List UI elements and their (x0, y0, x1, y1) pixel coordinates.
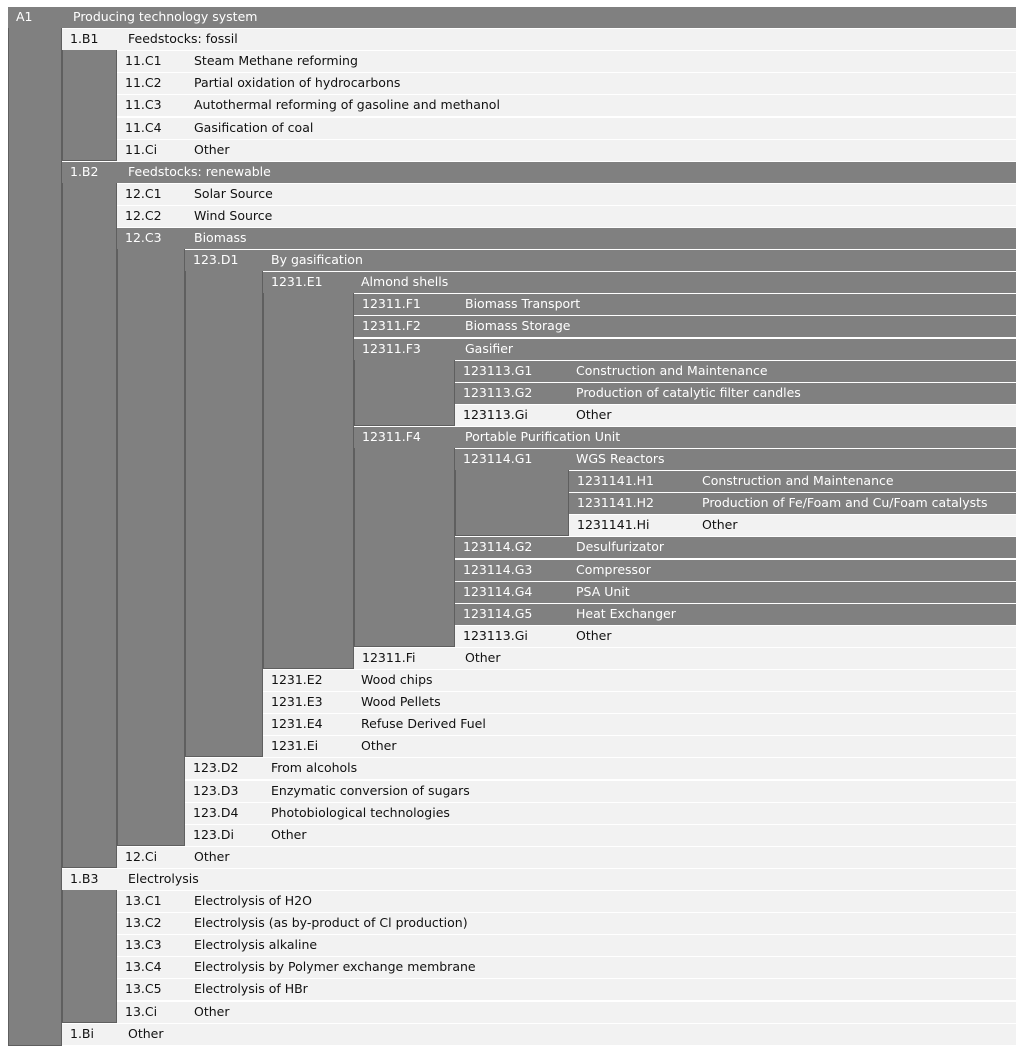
row-123114-g4 (455, 582, 1016, 603)
node-code: 12.C2 (125, 207, 162, 223)
branch-12-c3 (117, 228, 185, 846)
row-1231141-h1 (569, 471, 1016, 492)
node-code: 12311.Fi (362, 649, 416, 665)
node-label: WGS Reactors (576, 451, 665, 466)
row-123-d3 (185, 781, 1016, 802)
node-label: Electrolysis of H2O (194, 893, 312, 908)
node-label: Solar Source (194, 185, 273, 201)
node-code: 12311.F1 (362, 296, 421, 312)
node-label: Wood chips (361, 672, 433, 687)
node-label: Other (576, 406, 612, 422)
node-code: 123113.G1 (463, 362, 533, 378)
node-label: Portable Purification Unit (465, 428, 621, 444)
row-12311-f3 (354, 339, 1016, 360)
node-label: Electrolysis by Polymer exchange membrane (194, 959, 476, 975)
node-code: 12.C1 (125, 185, 162, 201)
row-13-c4 (117, 957, 1016, 978)
row-1231-e1 (263, 272, 1016, 293)
row-123113-g2 (455, 383, 1016, 404)
node-label: Electrolysis alkaline (194, 937, 318, 953)
row-1-b3 (62, 869, 1016, 890)
row-1231-e4 (263, 714, 1016, 735)
node-code: 12311.F3 (362, 340, 421, 356)
branch-123-d1 (185, 250, 263, 757)
row-1231-e2 (263, 670, 1016, 691)
row-123114-g5 (455, 604, 1016, 625)
node-label: Other (576, 627, 612, 643)
row-123114-g2 (455, 537, 1016, 558)
row-1231141-h2 (569, 493, 1016, 514)
node-label: Autothermal reforming of gasoline and methanol (194, 97, 500, 113)
node-code: 1.B3 (70, 870, 99, 886)
node-code: 11.C2 (125, 75, 162, 91)
row-123113-gi (455, 626, 1016, 647)
node-code: 12.Ci (125, 848, 158, 864)
row-13-c2 (117, 913, 1016, 934)
row-12-c3 (117, 228, 1016, 249)
row-1-b2 (62, 162, 1016, 183)
row-123113-g1 (455, 361, 1016, 382)
row-123114-g3 (455, 560, 1016, 581)
node-code: 13.C5 (125, 981, 162, 997)
node-label: Biomass Storage (465, 318, 571, 334)
node-code: 1231.E4 (271, 716, 323, 732)
node-code: 12311.F4 (362, 428, 421, 444)
node-label: Gasifier (465, 340, 514, 356)
node-code: 123.D4 (193, 804, 239, 820)
row-12311-fi (354, 648, 1016, 669)
node-label: By gasification (271, 252, 363, 268)
node-label: PSA Unit (576, 583, 630, 599)
row-1231-e3 (263, 692, 1016, 713)
branch-1-b3 (62, 869, 117, 1023)
node-label: Enzymatic conversion of sugars (271, 782, 470, 798)
row-123-d2 (185, 758, 1016, 779)
row-13-c5 (117, 979, 1016, 1000)
node-label: Other (465, 649, 501, 665)
node-code: 1231.E2 (271, 672, 323, 687)
node-code: 12311.F2 (362, 318, 421, 334)
row-11-c1 (117, 51, 1016, 72)
node-code: 11.C1 (125, 53, 162, 69)
node-label: Heat Exchanger (576, 605, 676, 621)
node-code: 123113.Gi (463, 406, 528, 422)
node-code: 123114.G5 (463, 605, 533, 621)
branch-12311-f4 (354, 427, 455, 647)
node-code: 123.Di (193, 826, 234, 842)
node-label: Biomass Transport (465, 296, 581, 312)
node-code: 123.D3 (193, 782, 239, 798)
node-code: 12.C3 (125, 230, 162, 245)
row-123114-g1 (455, 449, 1016, 470)
node-code: 123.D1 (193, 252, 239, 268)
node-label: Wood Pellets (361, 694, 441, 710)
node-code: 1231141.H2 (577, 495, 654, 511)
node-label: Other (702, 517, 738, 533)
node-code: 123.D2 (193, 760, 239, 776)
row-11-c3 (117, 95, 1016, 116)
row-12-c1 (117, 184, 1016, 205)
node-code: 1231.E1 (271, 274, 323, 290)
node-code: 123113.G2 (463, 384, 533, 400)
row-12311-f4 (354, 427, 1016, 448)
node-code: 1231.Ei (271, 738, 319, 754)
node-label: Biomass (194, 230, 247, 245)
node-code: 1.B1 (70, 31, 99, 47)
node-label: Electrolysis (as by-product of Cl production) (194, 915, 468, 931)
row-13-ci (117, 1002, 1016, 1023)
node-label: Production of catalytic filter candles (576, 384, 801, 400)
node-code: 13.C3 (125, 937, 162, 953)
row-123-d1 (185, 250, 1016, 271)
node-code: 123113.Gi (463, 627, 528, 643)
node-label: Almond shells (361, 274, 449, 290)
node-label: Producing technology system (73, 9, 258, 24)
node-label: Partial oxidation of hydrocarbons (194, 75, 401, 91)
node-code: 13.C4 (125, 959, 162, 975)
node-code: 1.B2 (70, 163, 99, 179)
node-label: Construction and Maintenance (576, 362, 768, 378)
row-123-d4 (185, 803, 1016, 824)
row-a1 (8, 7, 1016, 28)
row-1231-ei (263, 736, 1016, 757)
row-12311-f1 (354, 294, 1016, 315)
node-code: 13.C2 (125, 915, 162, 931)
node-code: 1231141.H1 (577, 473, 654, 489)
node-label: Desulfurizator (576, 539, 665, 555)
row-12-ci (117, 847, 1016, 868)
node-code: 123114.G4 (463, 583, 533, 599)
node-label: Electrolysis of HBr (194, 981, 308, 997)
node-label: Feedstocks: renewable (128, 163, 271, 179)
branch-1-b2 (62, 162, 117, 868)
node-label: Other (194, 141, 230, 157)
node-code: 1.Bi (70, 1025, 94, 1041)
row-11-ci (117, 140, 1016, 161)
node-code: 1231.E3 (271, 694, 323, 710)
node-label: Other (194, 1003, 230, 1019)
row-1231141-hi (569, 515, 1016, 536)
row-123113-gi (455, 405, 1016, 426)
node-label: Production of Fe/Foam and Cu/Foam catalysts (702, 495, 988, 511)
row-11-c4 (117, 118, 1016, 139)
node-code: 123114.G1 (463, 451, 533, 466)
node-label: Photobiological technologies (271, 804, 450, 820)
node-label: Feedstocks: fossil (128, 31, 238, 47)
node-label: Gasification of coal (194, 119, 314, 135)
node-code: 1231141.Hi (577, 517, 650, 533)
row-12-c2 (117, 206, 1016, 227)
node-code: 123114.G2 (463, 539, 533, 555)
node-label: Construction and Maintenance (702, 473, 894, 489)
node-label: Refuse Derived Fuel (361, 716, 486, 732)
node-label: From alcohols (271, 760, 358, 776)
row-1-b1 (62, 29, 1016, 50)
row-13-c3 (117, 935, 1016, 956)
node-code: A1 (16, 9, 33, 24)
node-label: Compressor (576, 561, 651, 577)
node-label: Wind Source (194, 207, 273, 223)
row-13-c1 (117, 891, 1016, 912)
node-code: 13.C1 (125, 893, 162, 908)
node-label: Steam Methane reforming (194, 53, 358, 69)
row-12311-f2 (354, 316, 1016, 337)
node-code: 11.C4 (125, 119, 162, 135)
node-code: 11.C3 (125, 97, 162, 113)
node-label: Other (128, 1025, 164, 1041)
row-1-bi (62, 1024, 1016, 1045)
node-code: 11.Ci (125, 141, 158, 157)
node-code: 123114.G3 (463, 561, 533, 577)
node-label: Electrolysis (128, 870, 199, 886)
row-11-c2 (117, 73, 1016, 94)
branch-1231-e1 (263, 272, 354, 669)
node-code: 13.Ci (125, 1003, 158, 1019)
node-label: Other (271, 826, 307, 842)
node-label: Other (194, 848, 230, 864)
node-label: Other (361, 738, 397, 754)
branch-a1 (8, 7, 62, 1046)
row-123-di (185, 825, 1016, 846)
